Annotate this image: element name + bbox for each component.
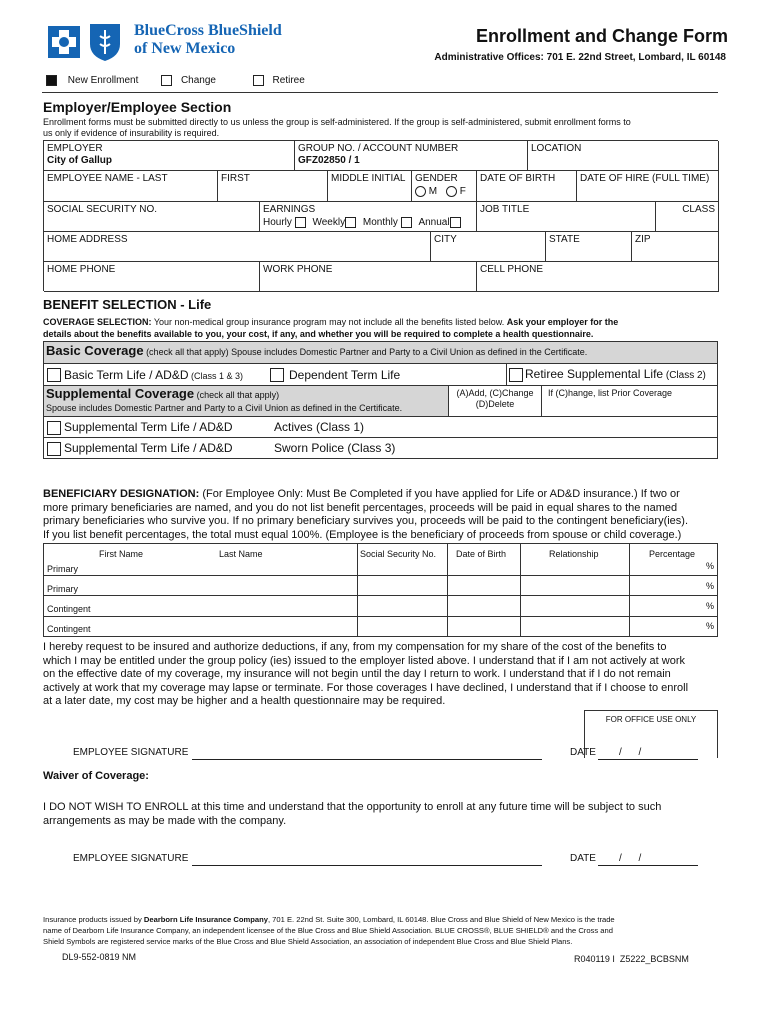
enroll-type-row (46, 75, 746, 89)
dependent-term-life-checkbox[interactable] (270, 368, 284, 382)
class-label: CLASS (682, 204, 715, 215)
supp-term-life-actives-checkbox[interactable] (47, 421, 61, 435)
annual-label: Annual (418, 217, 450, 229)
last-name-cell[interactable] (44, 171, 218, 202)
beneficiary-row-label: Contingent (47, 624, 91, 634)
change-checkbox[interactable] (161, 75, 172, 86)
middle-initial-label: MIDDLE INITIAL (331, 173, 406, 184)
dob-cell[interactable] (477, 171, 577, 202)
beneficiary-text (43, 488, 723, 542)
benefit-heading: BENEFIT SELECTION - Life (43, 297, 212, 312)
supp-coverage-note-2: Spouse includes Domestic Partner and Party to a Civil Union as defined in the Certificate. (46, 403, 403, 413)
city-cell[interactable] (431, 232, 546, 262)
beneficiary-row-label: Primary (47, 584, 78, 594)
admin-address: Administrative Offices: 701 E. 22nd Street, Lombard, IL 60148 (434, 52, 726, 63)
waiver-text (43, 800, 723, 828)
percent-sign: % (706, 581, 715, 591)
supp-row-1 (44, 417, 717, 438)
office-use-label: FOR OFFICE USE ONLY (605, 715, 697, 724)
brand-name (134, 22, 282, 58)
job-title-label: JOB TITLE (480, 204, 530, 215)
change-label: Change (180, 75, 216, 87)
ssn-cell[interactable] (44, 202, 260, 232)
cell-phone-cell[interactable] (477, 262, 719, 292)
waiver-heading: Waiver of Coverage: (43, 770, 149, 782)
earnings-label: EARNINGS (263, 204, 316, 215)
waiver-line-1: I DO NOT WISH TO ENROLL at this time and understand that the opportunity to enroll at any future time will be subject to such (43, 801, 662, 813)
auth-line-1: I hereby request to be insured and authorize deductions, if any, from my compensation for my share of the cost of the benefits to (43, 641, 667, 653)
authorization-text (43, 641, 723, 709)
gender-cell (412, 171, 477, 202)
home-phone-cell[interactable] (44, 262, 260, 292)
gender-m-label: M (428, 186, 438, 198)
col-last-name: Last Name (219, 549, 263, 559)
auth-line-3: on the effective date of my coverage, my insurance will not begin until the day I return to work. I understand that if I do not remain (43, 668, 671, 680)
percent-sign: % (706, 561, 715, 571)
footer-p1c: , 701 E. 22nd St. Suite 300, Lombard, IL 60148. Blue Cross and Blue Shield of New Mexico is the trade (267, 915, 615, 924)
hourly-label: Hourly (263, 217, 292, 229)
beneficiary-line-2: more primary beneficiaries are named, and you do not list benefit percentages, proceeds will be paid in equal shares to the named (43, 501, 678, 514)
middle-initial-cell[interactable] (328, 171, 412, 202)
gender-m-radio[interactable] (415, 186, 426, 197)
date-slashes: / / (619, 747, 642, 758)
zip-cell[interactable] (632, 232, 719, 262)
city-label: CITY (434, 234, 457, 245)
hire-date-label: DATE OF HIRE (FULL TIME) (580, 173, 710, 184)
waiver-line-2: arrangements as may be made with the company. (43, 815, 287, 827)
supp-coverage-note: (check all that apply) (194, 390, 280, 400)
earnings-cell (260, 202, 477, 232)
footer-p2: name of Dearborn Life Insurance Company, an independent licensee of the Blue Cross and Blue Shield Association. BLUE CROSS®, BLUE SHIELD® and the Cross and (43, 926, 613, 935)
cov-text: Your non-medical group insurance program may not include all the benefits listed below. (151, 317, 507, 327)
group-number-cell[interactable] (295, 141, 528, 171)
footer-disclaimer (43, 914, 733, 947)
beneficiary-line-1: (For Employee Only: Must Be Completed if you have applied for Life or AD&D insurance.) If two or (199, 488, 680, 500)
monthly-checkbox[interactable] (401, 217, 412, 228)
note-line-2: us only if evidence of insurability is required. (43, 128, 220, 138)
form-code-left: DL9-552-0819 NM (62, 952, 137, 962)
auth-line-2: which I may be entitled under the group policy (ies) issued to the employer listed above. I understand that if I am not actively at work (43, 654, 686, 667)
employee-signature-label: EMPLOYEE SIGNATURE (73, 747, 189, 758)
beneficiary-row-label: Primary (47, 564, 78, 574)
waiver-signature-line[interactable] (192, 865, 542, 866)
weekly-checkbox[interactable] (345, 217, 356, 228)
hire-date-cell[interactable] (577, 171, 719, 202)
class-cell[interactable] (656, 202, 719, 232)
work-phone-label: WORK PHONE (263, 264, 333, 275)
employer-value: City of Gallup (47, 155, 112, 166)
basic-coverage-header (44, 342, 717, 364)
retiree-supp-life-checkbox[interactable] (509, 368, 523, 382)
benefit-grid (43, 341, 718, 459)
employee-signature-line[interactable] (192, 759, 542, 760)
cell-phone-label: CELL PHONE (480, 264, 543, 275)
col-relationship: Relationship (549, 549, 599, 559)
beneficiary-line-3: primary beneficiaries who survive you. If no primary beneficiary survives you, proceeds will be paid to the contingent beneficiary(ies). (43, 515, 689, 527)
beneficiary-row-label: Contingent (47, 604, 91, 614)
col-ssn: Social Security No. (360, 549, 437, 559)
percent-sign: % (706, 621, 715, 631)
note-line-1: Enrollment forms must be submitted directly to us unless the group is self-administered. If the group is self-administered, submit enrollment forms to (43, 117, 631, 127)
new-enrollment-checkbox[interactable] (46, 75, 57, 86)
supp-coverage-title: Supplemental Coverage (46, 386, 195, 401)
dob-label: DATE OF BIRTH (480, 173, 556, 184)
basic-term-life-label: Basic Term Life / AD&D (64, 368, 189, 382)
auth-line-4: actively at work that my coverage may lapse or terminate. For those coverages I have declined, I understand that if I choose to enroll (43, 681, 689, 694)
footer-p1a: Insurance products issued by (43, 915, 144, 924)
coverage-selection-text (43, 316, 723, 340)
work-phone-cell[interactable] (260, 262, 477, 292)
col-percentage: Percentage (649, 549, 696, 559)
home-address-label: HOME ADDRESS (47, 234, 128, 245)
state-label: STATE (549, 234, 580, 245)
supp-term-life-police-checkbox[interactable] (47, 442, 61, 456)
date-label: DATE (570, 747, 596, 758)
footer-p3: Shield Symbols are registered service marks of the Blue Cross and Blue Shield Association, an association of independent Blue Cross and Blue Shield Plans. (43, 937, 573, 946)
waiver-date-line[interactable] (598, 865, 698, 866)
waiver-date-label: DATE (570, 853, 596, 864)
employer-grid (43, 140, 718, 291)
location-label: LOCATION (531, 143, 582, 154)
add-change-delete-header (449, 386, 542, 417)
dependent-term-life-label: Dependent Term Life (289, 368, 401, 382)
gender-label: GENDER (415, 173, 458, 184)
annual-checkbox[interactable] (450, 217, 461, 228)
waiver-date-slashes: / / (619, 853, 642, 864)
auth-line-5: at a later date, my cost may be higher and a health questionnaire may be required. (43, 695, 446, 707)
prior-coverage-label: If (C)hange, list Prior Coverage (548, 388, 673, 398)
home-phone-label: HOME PHONE (47, 264, 116, 275)
date-line[interactable] (598, 759, 698, 760)
logo (48, 20, 128, 62)
supp-term-life-actives-label: Supplemental Term Life / AD&D (64, 420, 233, 434)
employer-section-heading: Employer/Employee Section (43, 99, 232, 115)
zip-label: ZIP (635, 234, 651, 245)
waiver-signature-label: EMPLOYEE SIGNATURE (73, 853, 189, 864)
retiree-class-label: (Class 2) (663, 370, 706, 381)
job-title-cell[interactable] (477, 202, 656, 232)
form-title: Enrollment and Change Form (475, 26, 728, 46)
gender-f-label: F (459, 186, 466, 198)
col-dob: Date of Birth (456, 549, 507, 559)
acd-line-2: (D)Delete (475, 399, 515, 409)
supp-actives-class-label: Actives (Class 1) (274, 420, 365, 434)
acd-line-1: (A)Add, (C)Change (456, 388, 534, 398)
beneficiary-line-4: If you list benefit percentages, the total must equal 100%. (Employee is the beneficiary of proceeds from spouse or child coverage.) (43, 528, 682, 541)
percent-sign: % (706, 601, 715, 611)
cov-bold-1: Ask your employer for the (506, 317, 619, 327)
hourly-checkbox[interactable] (295, 217, 306, 228)
weekly-label: Weekly (312, 217, 346, 229)
first-name-label: FIRST (221, 173, 250, 184)
footer-company: Dearborn Life Insurance Company (143, 915, 268, 924)
retiree-supp-life-label: Retiree Supplemental Life (525, 367, 664, 381)
employer-note (43, 117, 631, 139)
retiree-label: Retiree (272, 75, 305, 87)
supp-police-class-label: Sworn Police (Class 3) (274, 441, 396, 455)
cov-label: COVERAGE SELECTION: (43, 317, 152, 327)
cov-bold-2: details about the benefits available to you, your cost, if any, and whether you will be required to complete a health questionnaire. (43, 329, 594, 339)
ssn-label: SOCIAL SECURITY NO. (47, 204, 158, 215)
bcbs-logo-icon (48, 20, 128, 62)
home-address-cell[interactable] (44, 232, 431, 262)
brand-line-2: of New Mexico (134, 40, 236, 57)
basic-term-class-label: (Class 1 & 3) (188, 371, 244, 381)
supp-row-2 (44, 438, 717, 458)
group-label: GROUP NO. / ACCOUNT NUMBER (298, 143, 459, 154)
employer-label: EMPLOYER (47, 143, 103, 154)
retiree-checkbox[interactable] (253, 75, 264, 86)
employer-cell[interactable] (44, 141, 295, 171)
basic-term-life-checkbox[interactable] (47, 368, 61, 382)
supp-coverage-header (44, 386, 449, 417)
new-enrollment-label: New Enrollment (67, 75, 139, 87)
office-use-box (584, 710, 718, 758)
basic-coverage-title: Basic Coverage (46, 343, 144, 358)
group-value: GFZ02850 / 1 (298, 155, 360, 166)
monthly-label: Monthly (362, 217, 398, 229)
beneficiary-label: BENEFICIARY DESIGNATION: (43, 488, 200, 500)
state-cell[interactable] (546, 232, 632, 262)
gender-f-radio[interactable] (446, 186, 457, 197)
last-name-label: EMPLOYEE NAME - LAST (47, 173, 168, 184)
first-name-cell[interactable] (218, 171, 328, 202)
col-first-name: First Name (99, 549, 144, 559)
beneficiary-table (43, 543, 718, 637)
basic-coverage-note: (check all that apply) Spouse includes Domestic Partner and Party to a Civil Union as defined in the Certificate. (143, 347, 588, 357)
prior-coverage-header (542, 386, 717, 417)
brand-line-1: BlueCross BlueShield (134, 22, 282, 39)
basic-coverage-row (44, 364, 717, 386)
form-code-right: R040119 I Z5222_BCBSNM (574, 954, 689, 964)
supp-term-life-police-label: Supplemental Term Life / AD&D (64, 441, 233, 455)
location-cell[interactable] (528, 141, 719, 171)
